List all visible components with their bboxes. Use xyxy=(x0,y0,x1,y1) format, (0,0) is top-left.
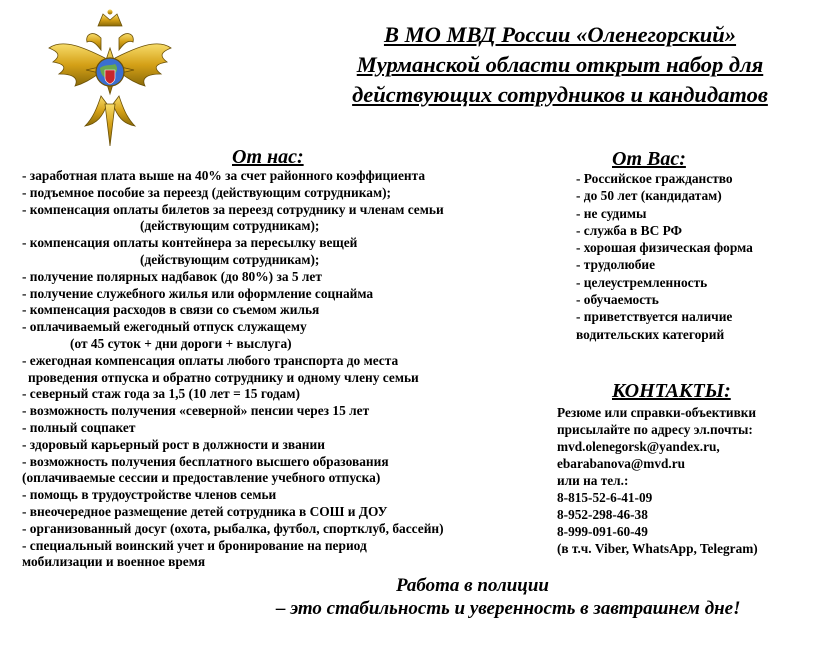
list-item: - северный стаж года за 1,5 (10 лет = 15 годам) xyxy=(22,386,300,402)
list-item: - трудолюбие xyxy=(576,257,656,273)
title-line-2: Мурманской области открыт набор для xyxy=(356,52,764,77)
list-item: - внеочередное размещение детей сотрудника в СОШ и ДОУ xyxy=(22,503,388,519)
list-item: - помощь в трудоустройстве членов семьи xyxy=(22,487,277,503)
police-emblem-icon xyxy=(45,8,175,148)
from-us-heading: От нас: xyxy=(232,146,304,168)
list-item: - приветствуется наличие xyxy=(576,309,733,325)
list-item: - Российское гражданство xyxy=(576,171,733,186)
list-item: - компенсация расходов в связи со съемом жилья xyxy=(22,302,320,318)
contacts-line: Резюме или справки-объективки xyxy=(557,405,757,420)
list-item: водительских категорий xyxy=(576,326,725,342)
phone-number[interactable]: 8-952-298-46-38 xyxy=(557,507,648,522)
page-title xyxy=(300,20,820,110)
list-item: - получение служебного жилья или оформление соцнайма xyxy=(22,285,374,301)
email-link[interactable]: ebarabanova@mvd.ru xyxy=(557,456,685,471)
list-item: - целеустремленность xyxy=(576,274,708,290)
list-item: - подъемное пособие за переезд (действующим сотрудникам); xyxy=(22,184,391,200)
contacts-line: или на тел.: xyxy=(557,473,629,488)
list-item: - компенсация оплаты контейнера за пересылку вещей xyxy=(22,235,358,251)
email-link[interactable]: mvd.olenegorsk@yandex.ru, xyxy=(557,439,720,454)
list-item: (оплачиваемые сессии и предоставление учебного отпуска) xyxy=(22,470,381,486)
title-line-1: В МО МВД России «Оленегорский» xyxy=(383,22,737,47)
list-item: - обучаемость xyxy=(576,292,659,308)
list-item: - хорошая физическая форма xyxy=(576,240,753,256)
list-item: (от 45 суток + дни дороги + выслуга) xyxy=(70,335,292,351)
from-us-list xyxy=(22,168,444,571)
list-item: - до 50 лет (кандидатам) xyxy=(576,188,722,204)
list-item: (действующим сотрудникам); xyxy=(140,251,320,267)
list-item: - организованный досуг (охота, рыбалка, футбол, спортклуб, бассейн) xyxy=(22,520,444,536)
list-item: - специальный воинский учет и бронирование на период xyxy=(22,537,367,553)
phone-number[interactable]: 8-999-091-60-49 xyxy=(557,524,648,539)
list-item: - не судимы xyxy=(576,205,647,221)
list-item: - возможность получения бесплатного высшего образования xyxy=(22,453,389,469)
list-item: - здоровый карьерный рост в должности и звании xyxy=(22,436,325,452)
messengers-note: (в т.ч. Viber, WhatsApp, Telegram) xyxy=(557,541,758,556)
list-item: - полный соцпакет xyxy=(22,419,136,435)
list-item: (действующим сотрудникам); xyxy=(140,218,320,234)
list-item: - ежегодная компенсация оплаты любого транспорта до места xyxy=(22,352,399,368)
contacts-block xyxy=(557,404,758,557)
list-item: - возможность получения «северной» пенсии через 15 лет xyxy=(22,403,370,419)
list-item: - служба в ВС РФ xyxy=(576,222,683,238)
list-item: - оплачиваемый ежегодный отпуск служащему xyxy=(22,319,307,335)
slogan-line-2: – это стабильность и уверенность в завтрашнем дне! xyxy=(276,598,741,619)
from-you-heading: От Вас: xyxy=(612,148,686,170)
list-item: мобилизации и военное время xyxy=(22,554,206,570)
contacts-heading: КОНТАКТЫ: xyxy=(612,380,731,402)
slogan-line-1: Работа в полиции xyxy=(396,575,549,596)
list-item: - заработная плата выше на 40% за счет районного коэффициента xyxy=(22,168,426,183)
phone-number[interactable]: 8-815-52-6-41-09 xyxy=(557,490,653,505)
list-item: - компенсация оплаты билетов за переезд сотруднику и членам семьи xyxy=(22,201,444,217)
contacts-line: присылайте по адресу эл.почты: xyxy=(557,422,753,437)
title-line-3: действующих сотрудников и кандидатов xyxy=(352,82,768,107)
from-you-list xyxy=(576,170,753,343)
list-item: - получение полярных надбавок (до 80%) за 5 лет xyxy=(22,268,322,284)
list-item: проведения отпуска и обратно сотруднику и одному члену семьи xyxy=(28,369,419,385)
